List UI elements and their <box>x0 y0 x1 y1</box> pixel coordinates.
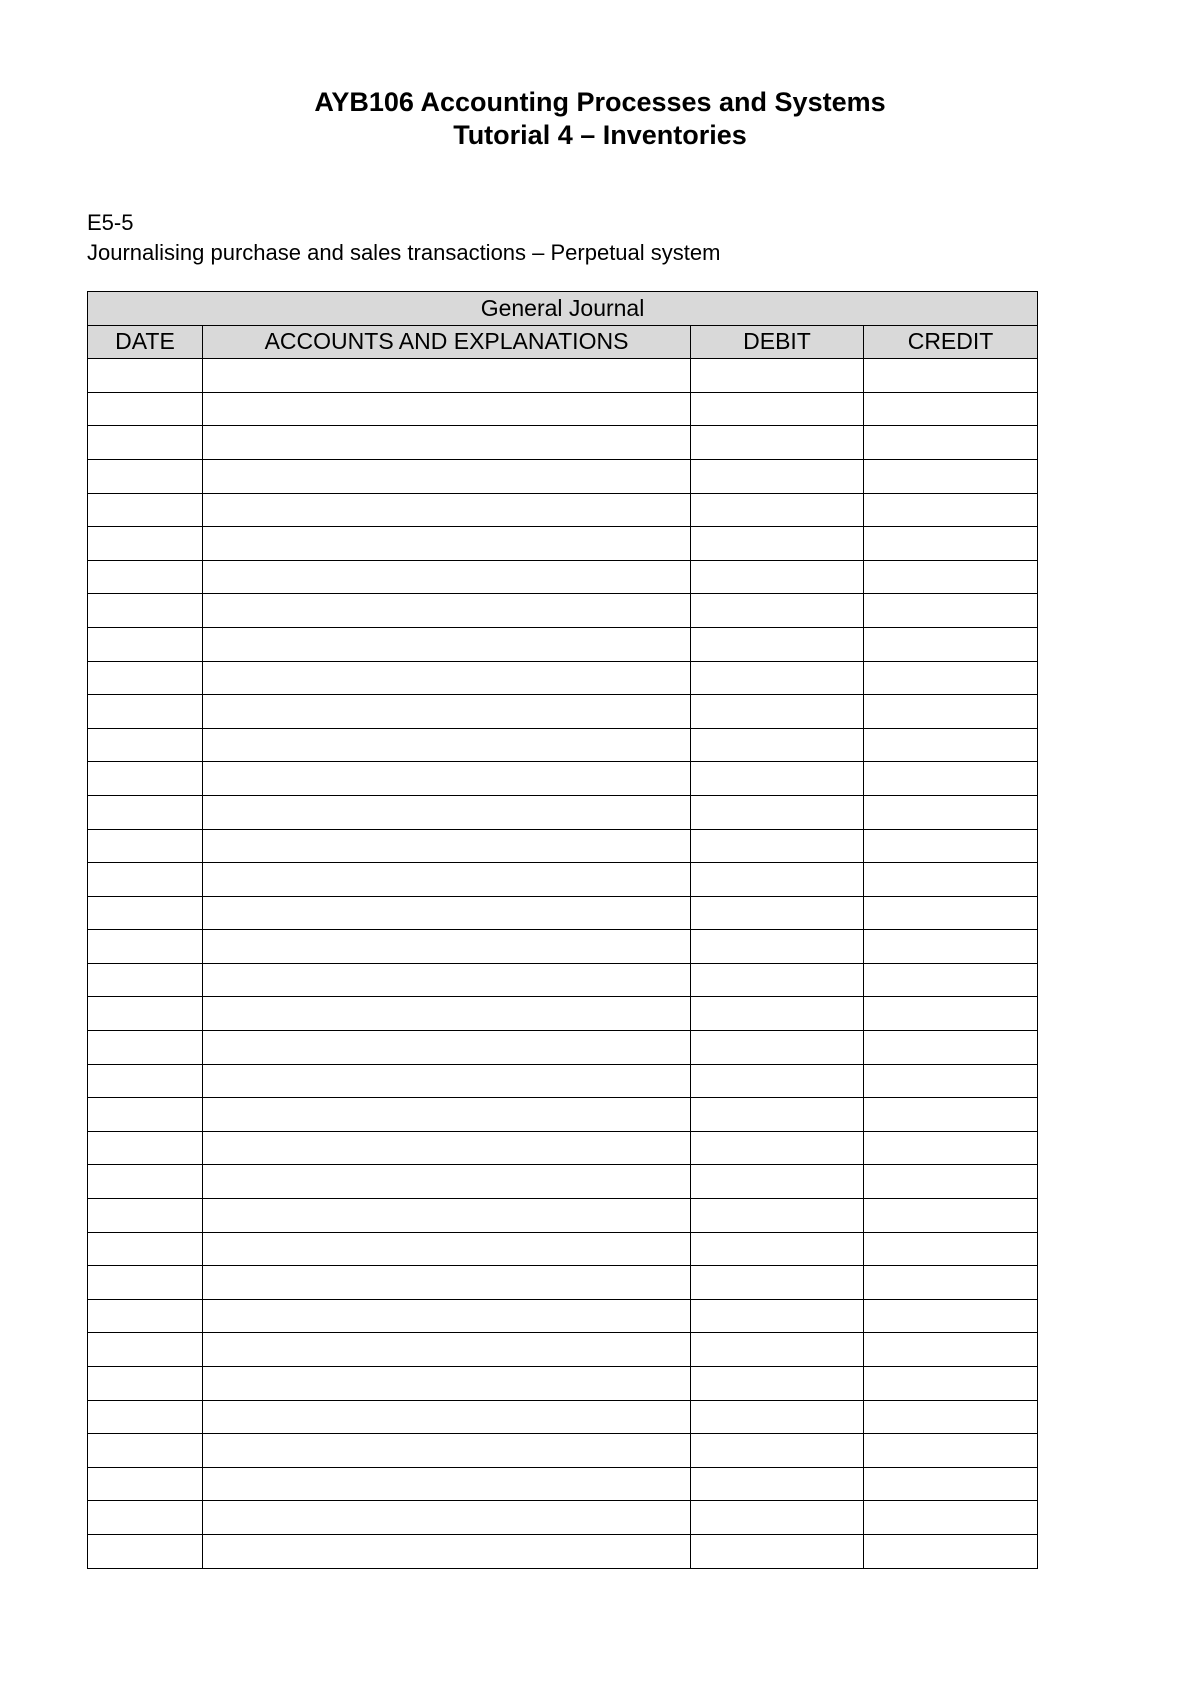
journal-row <box>88 1131 1038 1165</box>
accounts-cell[interactable] <box>203 459 691 493</box>
exercise-description: Journalising purchase and sales transactions – Perpetual system <box>87 240 721 265</box>
debit-cell[interactable] <box>691 829 864 863</box>
journal-row <box>88 1400 1038 1434</box>
credit-cell[interactable] <box>864 359 1038 393</box>
credit-cell[interactable] <box>864 1266 1038 1300</box>
accounts-cell[interactable] <box>203 392 691 426</box>
journal-row <box>88 1165 1038 1199</box>
journal-row <box>88 627 1038 661</box>
date-cell[interactable] <box>88 1165 203 1199</box>
journal-row <box>88 1031 1038 1065</box>
accounts-cell[interactable] <box>203 661 691 695</box>
date-cell[interactable] <box>88 762 203 796</box>
credit-cell[interactable] <box>864 963 1038 997</box>
journal-row <box>88 896 1038 930</box>
date-cell[interactable] <box>88 1299 203 1333</box>
accounts-cell[interactable] <box>203 627 691 661</box>
journal-row <box>88 1534 1038 1568</box>
accounts-cell[interactable] <box>203 1467 691 1501</box>
date-cell[interactable] <box>88 695 203 729</box>
credit-cell[interactable] <box>864 1098 1038 1132</box>
accounts-cell[interactable] <box>203 896 691 930</box>
date-cell[interactable] <box>88 1434 203 1468</box>
date-cell[interactable] <box>88 1266 203 1300</box>
document-subtitle: Tutorial 4 – Inventories <box>453 120 747 150</box>
debit-cell[interactable] <box>691 1232 864 1266</box>
accounts-cell[interactable] <box>203 1064 691 1098</box>
credit-cell[interactable] <box>864 1165 1038 1199</box>
credit-cell[interactable] <box>864 594 1038 628</box>
debit-cell[interactable] <box>691 1199 864 1233</box>
debit-cell[interactable] <box>691 459 864 493</box>
date-cell[interactable] <box>88 1367 203 1401</box>
date-cell[interactable] <box>88 1064 203 1098</box>
date-cell[interactable] <box>88 1501 203 1535</box>
debit-cell[interactable] <box>691 627 864 661</box>
debit-cell[interactable] <box>691 930 864 964</box>
date-cell[interactable] <box>88 627 203 661</box>
journal-row <box>88 997 1038 1031</box>
credit-cell[interactable] <box>864 1199 1038 1233</box>
column-header-date: DATE <box>88 325 203 359</box>
credit-cell[interactable] <box>864 1501 1038 1535</box>
accounts-cell[interactable] <box>203 762 691 796</box>
date-cell[interactable] <box>88 896 203 930</box>
journal-row <box>88 1333 1038 1367</box>
date-cell[interactable] <box>88 359 203 393</box>
debit-cell[interactable] <box>691 1333 864 1367</box>
credit-cell[interactable] <box>864 728 1038 762</box>
journal-title: General Journal <box>88 292 1038 326</box>
accounts-cell[interactable] <box>203 493 691 527</box>
debit-cell[interactable] <box>691 863 864 897</box>
date-cell[interactable] <box>88 426 203 460</box>
debit-cell[interactable] <box>691 426 864 460</box>
journal-row <box>88 594 1038 628</box>
debit-cell[interactable] <box>691 1098 864 1132</box>
journal-row <box>88 359 1038 393</box>
journal-row <box>88 963 1038 997</box>
accounts-cell[interactable] <box>203 963 691 997</box>
journal-row <box>88 829 1038 863</box>
accounts-cell[interactable] <box>203 1333 691 1367</box>
date-cell[interactable] <box>88 1333 203 1367</box>
date-cell[interactable] <box>88 963 203 997</box>
accounts-cell[interactable] <box>203 829 691 863</box>
credit-cell[interactable] <box>864 1299 1038 1333</box>
credit-cell[interactable] <box>864 560 1038 594</box>
debit-cell[interactable] <box>691 392 864 426</box>
date-cell[interactable] <box>88 392 203 426</box>
document-header <box>0 86 1200 152</box>
date-cell[interactable] <box>88 1131 203 1165</box>
date-cell[interactable] <box>88 930 203 964</box>
date-cell[interactable] <box>88 1232 203 1266</box>
debit-cell[interactable] <box>691 1031 864 1065</box>
journal-row <box>88 1232 1038 1266</box>
date-cell[interactable] <box>88 493 203 527</box>
accounts-cell[interactable] <box>203 1400 691 1434</box>
credit-cell[interactable] <box>864 493 1038 527</box>
debit-cell[interactable] <box>691 762 864 796</box>
date-cell[interactable] <box>88 795 203 829</box>
journal-row <box>88 459 1038 493</box>
debit-cell[interactable] <box>691 1534 864 1568</box>
credit-cell[interactable] <box>864 1367 1038 1401</box>
debit-cell[interactable] <box>691 1501 864 1535</box>
accounts-cell[interactable] <box>203 1534 691 1568</box>
credit-cell[interactable] <box>864 1467 1038 1501</box>
date-cell[interactable] <box>88 459 203 493</box>
journal-row <box>88 1064 1038 1098</box>
debit-cell[interactable] <box>691 963 864 997</box>
debit-cell[interactable] <box>691 1467 864 1501</box>
accounts-cell[interactable] <box>203 1232 691 1266</box>
accounts-cell[interactable] <box>203 930 691 964</box>
credit-cell[interactable] <box>864 426 1038 460</box>
date-cell[interactable] <box>88 1400 203 1434</box>
accounts-cell[interactable] <box>203 728 691 762</box>
credit-cell[interactable] <box>864 795 1038 829</box>
credit-cell[interactable] <box>864 762 1038 796</box>
accounts-cell[interactable] <box>203 1199 691 1233</box>
column-header-accounts: ACCOUNTS AND EXPLANATIONS <box>203 325 691 359</box>
credit-cell[interactable] <box>864 1031 1038 1065</box>
journal-row <box>88 1266 1038 1300</box>
accounts-cell[interactable] <box>203 560 691 594</box>
date-cell[interactable] <box>88 1534 203 1568</box>
debit-cell[interactable] <box>691 1400 864 1434</box>
accounts-cell[interactable] <box>203 527 691 561</box>
accounts-cell[interactable] <box>203 795 691 829</box>
journal-body <box>88 359 1038 1568</box>
journal-row <box>88 795 1038 829</box>
date-cell[interactable] <box>88 829 203 863</box>
credit-cell[interactable] <box>864 1534 1038 1568</box>
date-cell[interactable] <box>88 997 203 1031</box>
debit-cell[interactable] <box>691 1266 864 1300</box>
credit-cell[interactable] <box>864 896 1038 930</box>
credit-cell[interactable] <box>864 863 1038 897</box>
accounts-cell[interactable] <box>203 594 691 628</box>
date-cell[interactable] <box>88 527 203 561</box>
credit-cell[interactable] <box>864 930 1038 964</box>
date-cell[interactable] <box>88 594 203 628</box>
date-cell[interactable] <box>88 1098 203 1132</box>
journal-row <box>88 1098 1038 1132</box>
accounts-cell[interactable] <box>203 1299 691 1333</box>
credit-cell[interactable] <box>864 1131 1038 1165</box>
debit-cell[interactable] <box>691 359 864 393</box>
document-title: AYB106 Accounting Processes and Systems <box>314 87 886 117</box>
column-header-credit: CREDIT <box>864 325 1038 359</box>
date-cell[interactable] <box>88 863 203 897</box>
credit-cell[interactable] <box>864 1333 1038 1367</box>
journal-row <box>88 1367 1038 1401</box>
credit-cell[interactable] <box>864 661 1038 695</box>
debit-cell[interactable] <box>691 1165 864 1199</box>
credit-cell[interactable] <box>864 392 1038 426</box>
journal-row <box>88 1299 1038 1333</box>
exercise-code: E5-5 <box>87 210 134 235</box>
debit-cell[interactable] <box>691 695 864 729</box>
journal-title-row <box>88 292 1038 326</box>
credit-cell[interactable] <box>864 627 1038 661</box>
debit-cell[interactable] <box>691 795 864 829</box>
credit-cell[interactable] <box>864 1232 1038 1266</box>
accounts-cell[interactable] <box>203 695 691 729</box>
accounts-cell[interactable] <box>203 1098 691 1132</box>
accounts-cell[interactable] <box>203 1031 691 1065</box>
debit-cell[interactable] <box>691 896 864 930</box>
journal-row <box>88 695 1038 729</box>
journal-row <box>88 527 1038 561</box>
debit-cell[interactable] <box>691 1131 864 1165</box>
credit-cell[interactable] <box>864 829 1038 863</box>
credit-cell[interactable] <box>864 997 1038 1031</box>
journal-row <box>88 392 1038 426</box>
debit-cell[interactable] <box>691 1367 864 1401</box>
accounts-cell[interactable] <box>203 1131 691 1165</box>
accounts-cell[interactable] <box>203 1501 691 1535</box>
accounts-cell[interactable] <box>203 1165 691 1199</box>
journal-row <box>88 1467 1038 1501</box>
journal-row <box>88 1501 1038 1535</box>
journal-column-header-row <box>88 325 1038 359</box>
accounts-cell[interactable] <box>203 1266 691 1300</box>
date-cell[interactable] <box>88 728 203 762</box>
date-cell[interactable] <box>88 1467 203 1501</box>
journal-row <box>88 1434 1038 1468</box>
credit-cell[interactable] <box>864 527 1038 561</box>
debit-cell[interactable] <box>691 661 864 695</box>
credit-cell[interactable] <box>864 695 1038 729</box>
accounts-cell[interactable] <box>203 863 691 897</box>
general-journal-table <box>87 291 1038 1569</box>
debit-cell[interactable] <box>691 997 864 1031</box>
debit-cell[interactable] <box>691 493 864 527</box>
exercise-heading <box>87 208 720 268</box>
accounts-cell[interactable] <box>203 1367 691 1401</box>
date-cell[interactable] <box>88 1199 203 1233</box>
date-cell[interactable] <box>88 661 203 695</box>
debit-cell[interactable] <box>691 527 864 561</box>
journal-row <box>88 728 1038 762</box>
journal-row <box>88 560 1038 594</box>
credit-cell[interactable] <box>864 459 1038 493</box>
debit-cell[interactable] <box>691 728 864 762</box>
accounts-cell[interactable] <box>203 426 691 460</box>
journal-row <box>88 661 1038 695</box>
credit-cell[interactable] <box>864 1434 1038 1468</box>
credit-cell[interactable] <box>864 1400 1038 1434</box>
journal-row <box>88 1199 1038 1233</box>
date-cell[interactable] <box>88 560 203 594</box>
journal-row <box>88 863 1038 897</box>
accounts-cell[interactable] <box>203 359 691 393</box>
debit-cell[interactable] <box>691 560 864 594</box>
accounts-cell[interactable] <box>203 1434 691 1468</box>
journal-row <box>88 930 1038 964</box>
column-header-debit: DEBIT <box>691 325 864 359</box>
journal-row <box>88 493 1038 527</box>
credit-cell[interactable] <box>864 1064 1038 1098</box>
debit-cell[interactable] <box>691 1064 864 1098</box>
debit-cell[interactable] <box>691 594 864 628</box>
journal-row <box>88 426 1038 460</box>
debit-cell[interactable] <box>691 1299 864 1333</box>
journal-row <box>88 762 1038 796</box>
date-cell[interactable] <box>88 1031 203 1065</box>
accounts-cell[interactable] <box>203 997 691 1031</box>
debit-cell[interactable] <box>691 1434 864 1468</box>
